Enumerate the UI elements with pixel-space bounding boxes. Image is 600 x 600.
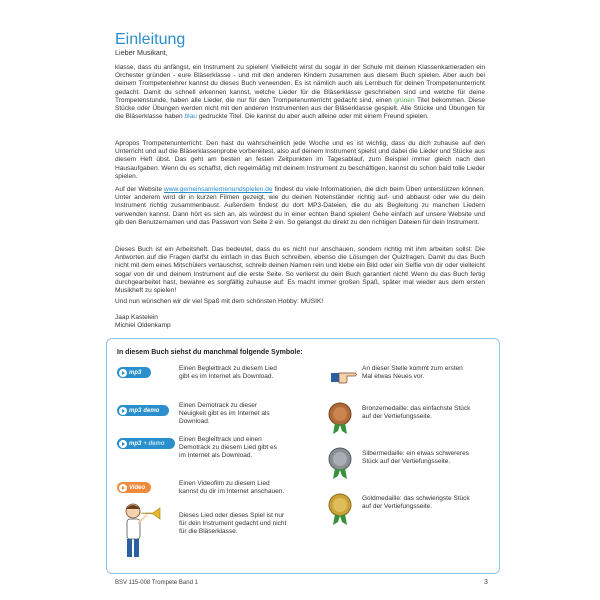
paragraph-workbook: Dieses Buch ist ein Arbeitsheft. Das bedeutet, dass du es nicht nur anschauen, sondern richtig mit ihm arbeiten sollst: Die Antworten auf die Fragen darfst du einfach in das Buch schreiben, ebenso die Lösungen der Quizfragen. Damit du das Buch nicht mit dem eines Mitschülers vertauschst, schreib deinen Namen rein und klebe ein Bild oder ein Selfie von dir oder vielleicht sogar von dir und deinem Instrument auf die erste Seite. So verlierst du dein Buch garantiert nicht! Wenn du das Buch fertig durchgearbeitet hast, bewahre es sorgfältig zuhause auf: Es macht immer großen Spaß, später mal wieder aus dem ersten Musikheft zu spielen! <box>115 246 485 295</box>
website-link[interactable]: www.gemeinsamlernenundspielen.de <box>164 186 273 193</box>
mp3-demo-badge-label-b: demo <box>143 407 160 414</box>
mp3-plus-demo-description: Einen Begleittrack und einen Demotrack zu diesem Lied gibt es im Internet als Download. <box>179 436 277 459</box>
mp3-badge-label: mp3 <box>129 369 142 376</box>
bronze-description: Bronzemedaille: das einfachste Stück auf der Vertiefungsseite. <box>362 405 471 420</box>
play-icon <box>119 440 127 448</box>
video-description: Einen Videofilm zu diesem Lied kannst du dir im Internet anschauen. <box>179 480 285 495</box>
silver-description: Silbermedaille: ein etwas schwereres Stück auf der Vertiefungsseite. <box>362 450 469 465</box>
symbols-box <box>106 338 500 574</box>
mp3-badge <box>117 367 151 378</box>
mp3-demo-badge <box>117 405 169 416</box>
page-number: 3 <box>484 579 488 586</box>
signature-2: Michiel Oldenkamp <box>115 322 171 329</box>
mp3-demo-badge-label-a: mp3 <box>129 407 142 414</box>
signature-1: Jaap Kastelein <box>115 314 158 321</box>
bronze-medal-icon <box>327 401 353 435</box>
paragraph-intro-text-2: Titel bekommen. Diese Stücke oder Übungen werden nicht mit den anderen Instrumenten aus der Bläserklasse gespielt. Alle Stücke und Übungen für die Bläserklasse haben <box>115 96 485 121</box>
green-word: grünen <box>394 96 415 104</box>
video-badge <box>117 482 151 493</box>
mp3-plus-demo-badge <box>117 438 175 449</box>
mp3-plus-demo-badge-label-b: + demo <box>143 440 165 447</box>
paragraph-closing: Und nun wünschen wir dir viel Spaß mit dem schönsten Hobby: MUSIK! <box>115 298 324 305</box>
new-element-description: An dieser Stelle kommt zum ersten Mal etwas Neues vor. <box>362 365 463 380</box>
footer-publisher: BSV 115-008 Trompete Band 1 <box>115 580 198 586</box>
symbols-box-title: In diesem Buch siehst du manchmal folgende Symbole: <box>117 349 303 356</box>
trumpet-player-icon <box>119 501 163 563</box>
paragraph-intro-text-1: klasse, dass du anfängst, ein Instrument zu spielen! Vielleicht wirst du sogar in der Schule mit deinen Klassenkameraden ein Orchester gründen - eure Bläserklasse - und mit den anderen Kindern zusammen aus diesem Buch spielen. Aber auch bei deinem Trompetenlehrer kannst du dieses Buch verwenden. Es ist nämlich auch als Lernbuch für deinen Trompetenunterricht gedacht. Damit du schnell erkennen kannst, welche Lieder für die Bläserklasse geschrieben sind und welche für deine Trompetenstunde, haben alle Lieder, die nur für den Trompetenunterricht gedacht sind, einen <box>115 64 485 104</box>
paragraph-intro <box>115 64 485 121</box>
play-icon <box>119 407 127 415</box>
paragraph-intro-text-3: gedruckte Titel. Die kannst du aber auch alleine oder mit einem Freund spielen. <box>196 113 429 121</box>
gold-description: Goldmedaille: das schwierigste Stück auf der Vertiefungsseite. <box>362 495 470 510</box>
play-icon <box>119 484 127 492</box>
play-icon <box>119 369 127 377</box>
mp3-demo-description: Einen Demotrack zu dieser Neuigkeit gibt es im Internet als Download. <box>179 402 270 425</box>
paragraph-website-text-2: findest du viele Informationen, die dich beim Üben unterstützen können. Unter anderem wird dir in kurzen Filmen gezeigt, wie du deinen Notenständer richtig auf- und abbaust oder wie du dein Instrument richtig zusammenbaust. Außerdem findest du dort MP3-Dateien, die du als Begleitung zu manchen Liedern verwenden kannst. Dann hört es sich an, als würdest du in einer echten Band spielen! Gehe einfach auf unsere Website und gib den Benutzernamen und das Passwort von Seite 2 ein. So gelangst du direkt zu den richtigen Dateien für dein Instrument. <box>115 186 485 226</box>
gold-medal-icon <box>327 492 353 526</box>
pointing-hand-icon <box>329 367 359 385</box>
silver-medal-icon <box>327 446 353 480</box>
trumpet-description: Dieses Lied oder dieses Spiel ist nur für dein Instrument gedacht und nicht für die Bläserklasse. <box>179 512 287 535</box>
mp3-plus-demo-badge-label-a: mp3 <box>129 440 142 447</box>
paragraph-website <box>115 186 485 227</box>
video-badge-label: Video <box>129 484 146 491</box>
paragraph-practice: Apropos Trompetenunterricht: Den hast du wahrscheinlich jede Woche und es ist wichtig, dass du dich zuhause auf den Unterricht und auf die Bläserklassenprobe vorbereitest, also auf deinem Instrument spielst und dabei die Lieder und Stücke aus diesem Heft übst. Das geht am besten an festen Zeitpunkten im Tagesablauf, zum Beispiel immer gleich nach den Hausaufgaben. Wenn du es schaffst, dich regelmäßig mit deinem Instrument zu beschäftigen, kannst du schon bald tolle Lieder spielen. <box>115 140 485 180</box>
blue-word: blau <box>184 113 197 121</box>
paragraph-website-text-1: Auf der Website <box>115 186 165 193</box>
mp3-description: Einen Begleittrack zu diesem Lied gibt es im Internet als Download. <box>179 365 277 380</box>
page-title: Einleitung <box>115 30 186 48</box>
greeting: Lieber Musikant, <box>115 48 168 57</box>
